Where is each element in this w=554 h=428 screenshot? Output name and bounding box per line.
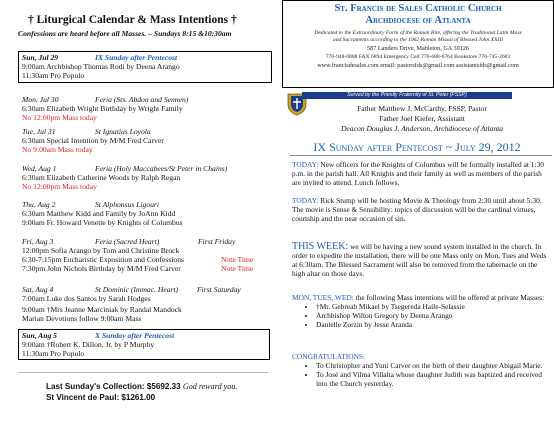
day-date: Wed, Aug 1 bbox=[22, 164, 57, 173]
parish-phones: 770-948-6888 FAX 6894 Emergency Cell 770-688-6764 Bookstore 770-745-2603 bbox=[325, 54, 511, 60]
mass-line: 6:30am Elizabeth Catherine Woods by Ralph Regan bbox=[22, 173, 181, 182]
mass-line: 9:00am Fr. Howard Venette by Knights of Columbus bbox=[22, 218, 183, 227]
calendar-column bbox=[0, 0, 273, 428]
day-feast: Feria (Sts. Abdon and Sennen) bbox=[95, 95, 189, 104]
intentions-list bbox=[292, 302, 550, 329]
day-feast: St Dominic (Immac. Heart) bbox=[95, 285, 179, 294]
note-time: Note Time bbox=[221, 264, 254, 273]
list-item: • †Mr. Gebreab Mikael by Tsegereda Haile-Selassie bbox=[316, 302, 550, 311]
day-date: Sat, Aug 4 bbox=[22, 285, 54, 294]
archdiocese-name: Archdiocese of Atlanta bbox=[365, 15, 471, 26]
fssp-banner: Served by the Priestly Fraternity of St. Peter (FSSP) bbox=[302, 92, 512, 99]
pastor-name: Father Matthew J. McCarthy, FSSP, Pastor bbox=[357, 104, 487, 113]
parish-address: 587 Landers Drive, Mableton, GA 30126 bbox=[367, 45, 469, 52]
day-date: Fri, Aug 3 bbox=[22, 237, 54, 246]
day-feast: Feria (Sacred Heart) bbox=[95, 237, 160, 246]
collection-line: Last Sunday's Collection: $5692.33 God reward you. bbox=[46, 382, 238, 391]
day-date: Mon, Jul 30 bbox=[22, 95, 59, 104]
first-friday-label: First Friday bbox=[198, 237, 236, 246]
divider bbox=[290, 155, 552, 156]
parish-header-box bbox=[282, 0, 554, 88]
bulletin-column bbox=[282, 0, 554, 428]
day-feast: IX Sunday after Pentecost bbox=[95, 53, 178, 62]
today-knights-paragraph: TODAY: New officers for the Knights of Columbus will be formally installed at 1:30 p.m. in the parish hall. All Knights and their family as well as members of the parish are invited to attend. Lunch follows. bbox=[292, 160, 544, 188]
day-date: Sun, Jul 29 bbox=[22, 53, 59, 62]
day-date: Thu, Aug 2 bbox=[22, 200, 56, 209]
no-mass-notice: No 12:00pm Mass today bbox=[22, 182, 97, 191]
this-week-paragraph: THIS WEEK: we will be having a new sound system installed in the church. In order to expedite the installation, there will be one Mass only on Mon, Tues and Weds at 6:30am. The Blessed Sacrament will also be removed from the tabernacle on the high altar on those days. bbox=[292, 241, 547, 279]
no-mass-notice: No 9:00am Mass today bbox=[22, 145, 93, 154]
list-item: • To José and Vilma Villalta whose daughter Judith was baptized and received into the Church yesterday. bbox=[316, 370, 550, 388]
mass-line: 7:00am Luke dos Santos by Sarah Hodges bbox=[22, 294, 151, 303]
mass-line: 6:30am Matthew Kidd and Family by JoAnn Kidd bbox=[22, 209, 176, 218]
mass-line: 6:30am Elizabeth Wright Birthday by Wright Family bbox=[22, 104, 183, 113]
confessions-note: Confessions are heard before all Masses. – Sundays 8:15 &10:30am bbox=[18, 29, 232, 38]
deacon-name: Deacon Douglas J. Anderson, Archdiocese of Atlanta bbox=[340, 124, 504, 133]
parish-name: St. Francis de Sales Catholic Church bbox=[334, 3, 502, 14]
today-movie-paragraph: TODAY: Rick Stump will be hosting Movie & Theology from 2:30 until about 5:30. The movie is Sense & Sensibility: topics of discussion will be the cardinal virtues, courtship and the near occasion of sin. bbox=[292, 196, 542, 224]
dedication-line: and Sacraments according to the 1962 Roman Missal of Blessed John XXIII bbox=[332, 37, 504, 43]
dedication-line: Dedicated to the Extraordinary Form of the Roman Rite, offering the Traditional Latin Mass bbox=[314, 30, 522, 36]
mass-line: 6:30am Special Intention by M/M Fred Carver bbox=[22, 136, 164, 145]
day-feast: X Sunday after Pentecost bbox=[95, 331, 175, 340]
day-date: Sun, Aug 5 bbox=[22, 331, 57, 340]
svdp-line: St Vincent de Paul: $1261.00 bbox=[46, 393, 156, 402]
divider bbox=[18, 372, 268, 373]
day-feast: Feria (Holy Maccabees/St Peter in Chains) bbox=[95, 164, 228, 173]
day-feast: St Ignatius Loyola bbox=[95, 127, 151, 136]
calendar-title: † Liturgical Calendar & Mass Intentions † bbox=[28, 14, 237, 26]
mass-line: 11:30am Pro Populo bbox=[22, 71, 85, 80]
assistant-name: Father Joel Kiefer, Assistant bbox=[379, 114, 465, 123]
congratulations-paragraph: CONGRATULATIONS: • To Christopher and Yuni Carver on the birth of their daughter Abigail Marie. • To José and Vilma Villalta whose daughter Judith was baptized and received into the Church yesterday. bbox=[292, 352, 550, 388]
mass-line: 9:00am †Robert K. Dillon, Jr. by P Murphy bbox=[22, 340, 155, 349]
mass-line: 12:00pm Sofia Arango by Tom and Christine Brock bbox=[22, 246, 180, 255]
first-saturday-label: First Saturday bbox=[197, 285, 241, 294]
day-feast: St Alphonsus Ligouri bbox=[95, 200, 159, 209]
list-item: • Archbishop Wilton Gregory by Deena Arango bbox=[316, 311, 550, 320]
mass-line: 11:30am Pro Populo bbox=[22, 349, 85, 358]
mass-line: 7:30pm John Nichols Birthday by M/M Fred Carver bbox=[22, 264, 181, 273]
mass-line: 9:00am Archbishop Thomas Rodi by Deena Arango bbox=[22, 62, 180, 71]
day-date: Tue, Jul 31 bbox=[22, 127, 56, 136]
list-item: • To Christopher and Yuni Carver on the birth of their daughter Abigail Marie. bbox=[316, 361, 550, 370]
mass-line: 9:00am †Mrs Jeanne Marciniak by Randal Mandock bbox=[22, 305, 182, 314]
no-mass-notice: No 12:00pm Mass today bbox=[22, 113, 97, 122]
list-item: • Danielle Zorzin by Jesse Aranda bbox=[316, 320, 550, 329]
parish-emails: www.francisdesales.com email: pastorsfds@gmail.com assistantsfds@gmail.com bbox=[317, 62, 519, 69]
mon-tues-wed-paragraph: MON, TUES, WED: the following Mass intentions will be offered at private Masses: • †Mr. Gebreab Mikael by Tsegereda Haile-Selassie • Archbishop Wilton Gregory by Deena Arango • Danielle Zorzin by Jesse Aranda bbox=[292, 293, 550, 329]
note-time: Note Time bbox=[221, 255, 254, 264]
mass-line: Marian Devotions follow 9:00am Mass bbox=[22, 314, 142, 323]
congratulations-list bbox=[292, 361, 550, 388]
sunday-heading: IX Sunday after Pentecost ~ July 29, 2012 bbox=[313, 140, 521, 154]
mass-line: 6:30-7:15pm Eucharistic Exposition and Confessions bbox=[22, 255, 184, 264]
